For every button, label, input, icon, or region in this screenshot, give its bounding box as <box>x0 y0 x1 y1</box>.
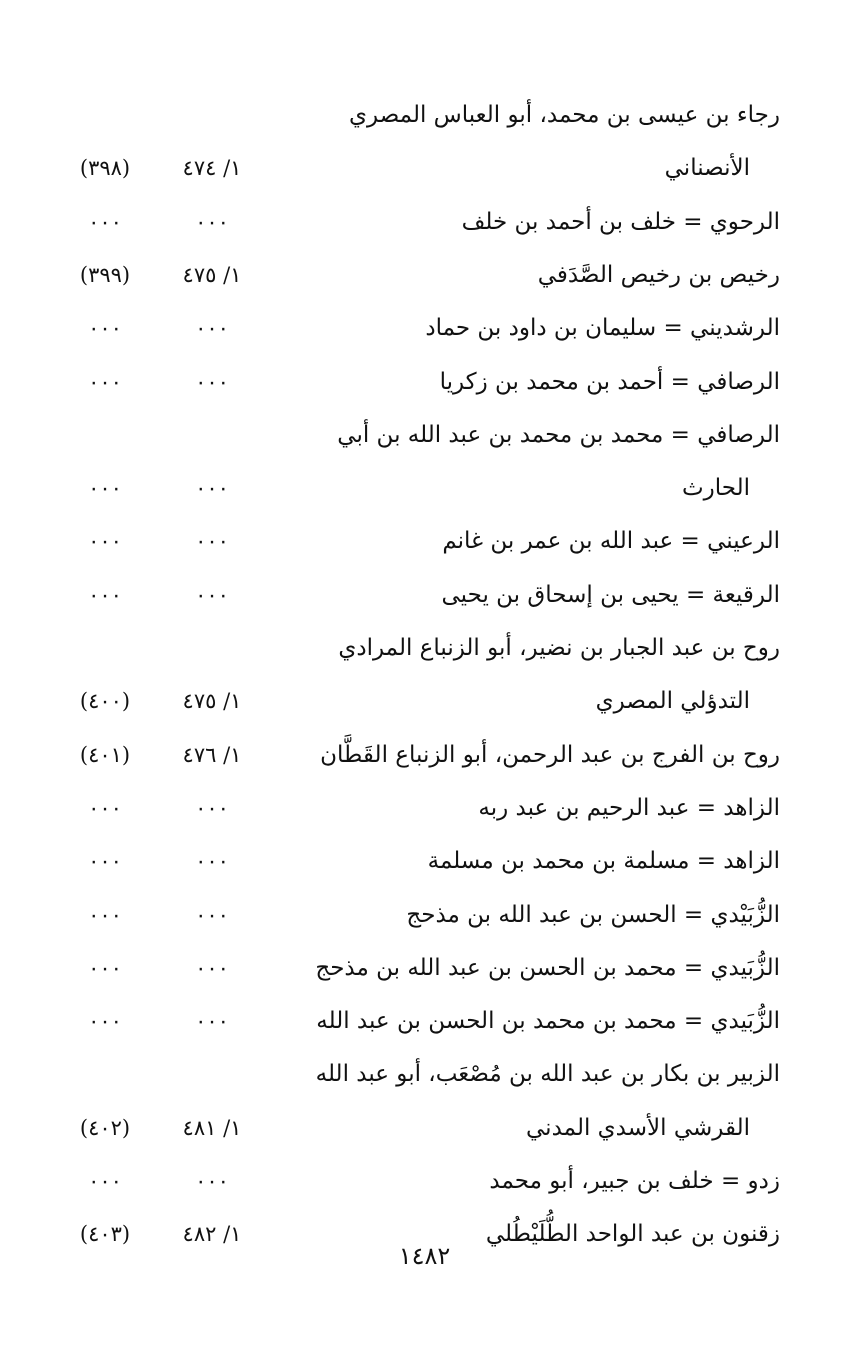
entry-number: ٠٠٠ <box>88 903 122 927</box>
entry-name: الزاهد = مسلمة بن محمد بن مسلمة <box>427 848 780 874</box>
entry-name: روح بن الفرج بن عبد الرحمن، أبو الزنباع القَطَّان <box>320 742 780 768</box>
entry-volume-page: ٠٠٠ <box>195 903 229 927</box>
index-entry-row <box>60 1106 780 1150</box>
entry-name: روح بن عبد الجبار بن نضير، أبو الزنباع المرادي <box>338 635 780 661</box>
entry-name: الرعيني = عبد الله بن عمر بن غانم <box>442 528 780 554</box>
entry-volume-page: ٠٠٠ <box>195 1169 229 1193</box>
entry-volume-page: ٠٠٠ <box>195 476 229 500</box>
entry-number: ٠٠٠ <box>88 956 122 980</box>
entry-number: (٤٠٢) <box>79 1116 131 1140</box>
entry-volume-page: ٠٠٠ <box>195 849 229 873</box>
entry-number: ٠٠٠ <box>88 1169 122 1193</box>
entry-volume-page: ٠٠٠ <box>195 210 229 234</box>
index-entry-row <box>60 1159 780 1203</box>
page-number: ١٤٨٢ <box>398 1242 451 1270</box>
entry-number: ٠٠٠ <box>88 210 122 234</box>
entry-name: الزُّبَيدي = محمد بن محمد بن الحسن بن عبد الله <box>316 1008 780 1034</box>
entry-volume-page: ٠٠٠ <box>195 1009 229 1033</box>
index-entry-row <box>60 679 780 723</box>
index-entry-row <box>60 839 780 883</box>
entry-number: ٠٠٠ <box>88 476 122 500</box>
entry-number: (٤٠١) <box>79 743 131 767</box>
entry-number: ٠٠٠ <box>88 529 122 553</box>
index-entry-row <box>60 733 780 777</box>
entry-volume-page: ٠٠٠ <box>195 583 229 607</box>
entry-name: الرحوي = خلف بن أحمد بن خلف <box>461 209 780 235</box>
index-entry-row <box>60 786 780 830</box>
index-entry-row <box>60 893 780 937</box>
entry-name: زقنون بن عبد الواحد الطُّلَيْطُلي <box>485 1221 780 1247</box>
entry-volume-page: ١/ ٤٧٦ <box>182 743 242 767</box>
entry-name: رجاء بن عيسى بن محمد، أبو العباس المصري <box>349 102 780 128</box>
entry-name: الزاهد = عبد الرحيم بن عبد ربه <box>478 795 780 821</box>
index-entry-row <box>60 519 780 563</box>
index-entry-row <box>60 253 780 297</box>
index-entry-row <box>60 999 780 1043</box>
index-entry-row <box>60 466 780 510</box>
entry-name: القرشي الأسدي المدني <box>526 1115 750 1141</box>
entry-number: ٠٠٠ <box>88 796 122 820</box>
entry-name: الرصافي = محمد بن محمد بن عبد الله بن أبي <box>337 422 780 448</box>
index-entry-row <box>60 200 780 244</box>
entry-volume-page: ٠٠٠ <box>195 529 229 553</box>
entry-name: زدو = خلف بن جبير، أبو محمد <box>489 1168 780 1194</box>
index-entry-row <box>60 1052 780 1096</box>
entry-number: ٠٠٠ <box>88 370 122 394</box>
entry-name: التدؤلي المصري <box>595 688 750 714</box>
index-entry-row <box>60 413 780 457</box>
entry-name: الزُّبَيدي = محمد بن الحسن بن عبد الله بن مذحج <box>315 955 780 981</box>
entry-number: (٣٩٩) <box>79 263 131 287</box>
entry-number: (٣٩٨) <box>79 156 131 180</box>
entry-volume-page: ١/ ٤٧٤ <box>182 156 242 180</box>
entry-volume-page: ٠٠٠ <box>195 370 229 394</box>
entry-volume-page: ١/ ٤٧٥ <box>182 689 242 713</box>
entry-name: الزبير بن بكار بن عبد الله بن مُصْعَب، أبو عبد الله <box>315 1061 780 1087</box>
index-entry-row <box>60 360 780 404</box>
entry-number: ٠٠٠ <box>88 1009 122 1033</box>
entry-volume-page: ٠٠٠ <box>195 796 229 820</box>
entry-number: ٠٠٠ <box>88 849 122 873</box>
entry-name: الرقيعة = يحيى بن إسحاق بن يحيى <box>441 582 780 608</box>
entry-name: الحارث <box>681 475 750 501</box>
entry-number: ٠٠٠ <box>88 583 122 607</box>
index-entry-row <box>60 306 780 350</box>
entry-name: الأنصناني <box>664 155 750 181</box>
index-entry-row <box>60 93 780 137</box>
entry-name: رخيص بن رخيص الصَّدَفي <box>537 262 780 288</box>
index-entry-row <box>60 946 780 990</box>
index-entry-row <box>60 146 780 190</box>
entry-name: الرصافي = أحمد بن محمد بن زكريا <box>439 369 780 395</box>
entry-volume-page: ١/ ٤٧٥ <box>182 263 242 287</box>
entry-number: (٤٠٠) <box>79 689 131 713</box>
entry-volume-page: ١/ ٤٨١ <box>182 1116 242 1140</box>
index-entry-row <box>60 626 780 670</box>
index-entry-row <box>60 573 780 617</box>
entry-number: ٠٠٠ <box>88 316 122 340</box>
entry-name: الرشديني = سليمان بن داود بن حماد <box>425 315 780 341</box>
entry-volume-page: ٠٠٠ <box>195 956 229 980</box>
entry-number: (٤٠٣) <box>79 1222 131 1246</box>
entry-volume-page: ٠٠٠ <box>195 316 229 340</box>
entry-volume-page: ١/ ٤٨٢ <box>182 1222 242 1246</box>
entry-name: الزُّبَيْدي = الحسن بن عبد الله بن مذحج <box>406 902 780 928</box>
